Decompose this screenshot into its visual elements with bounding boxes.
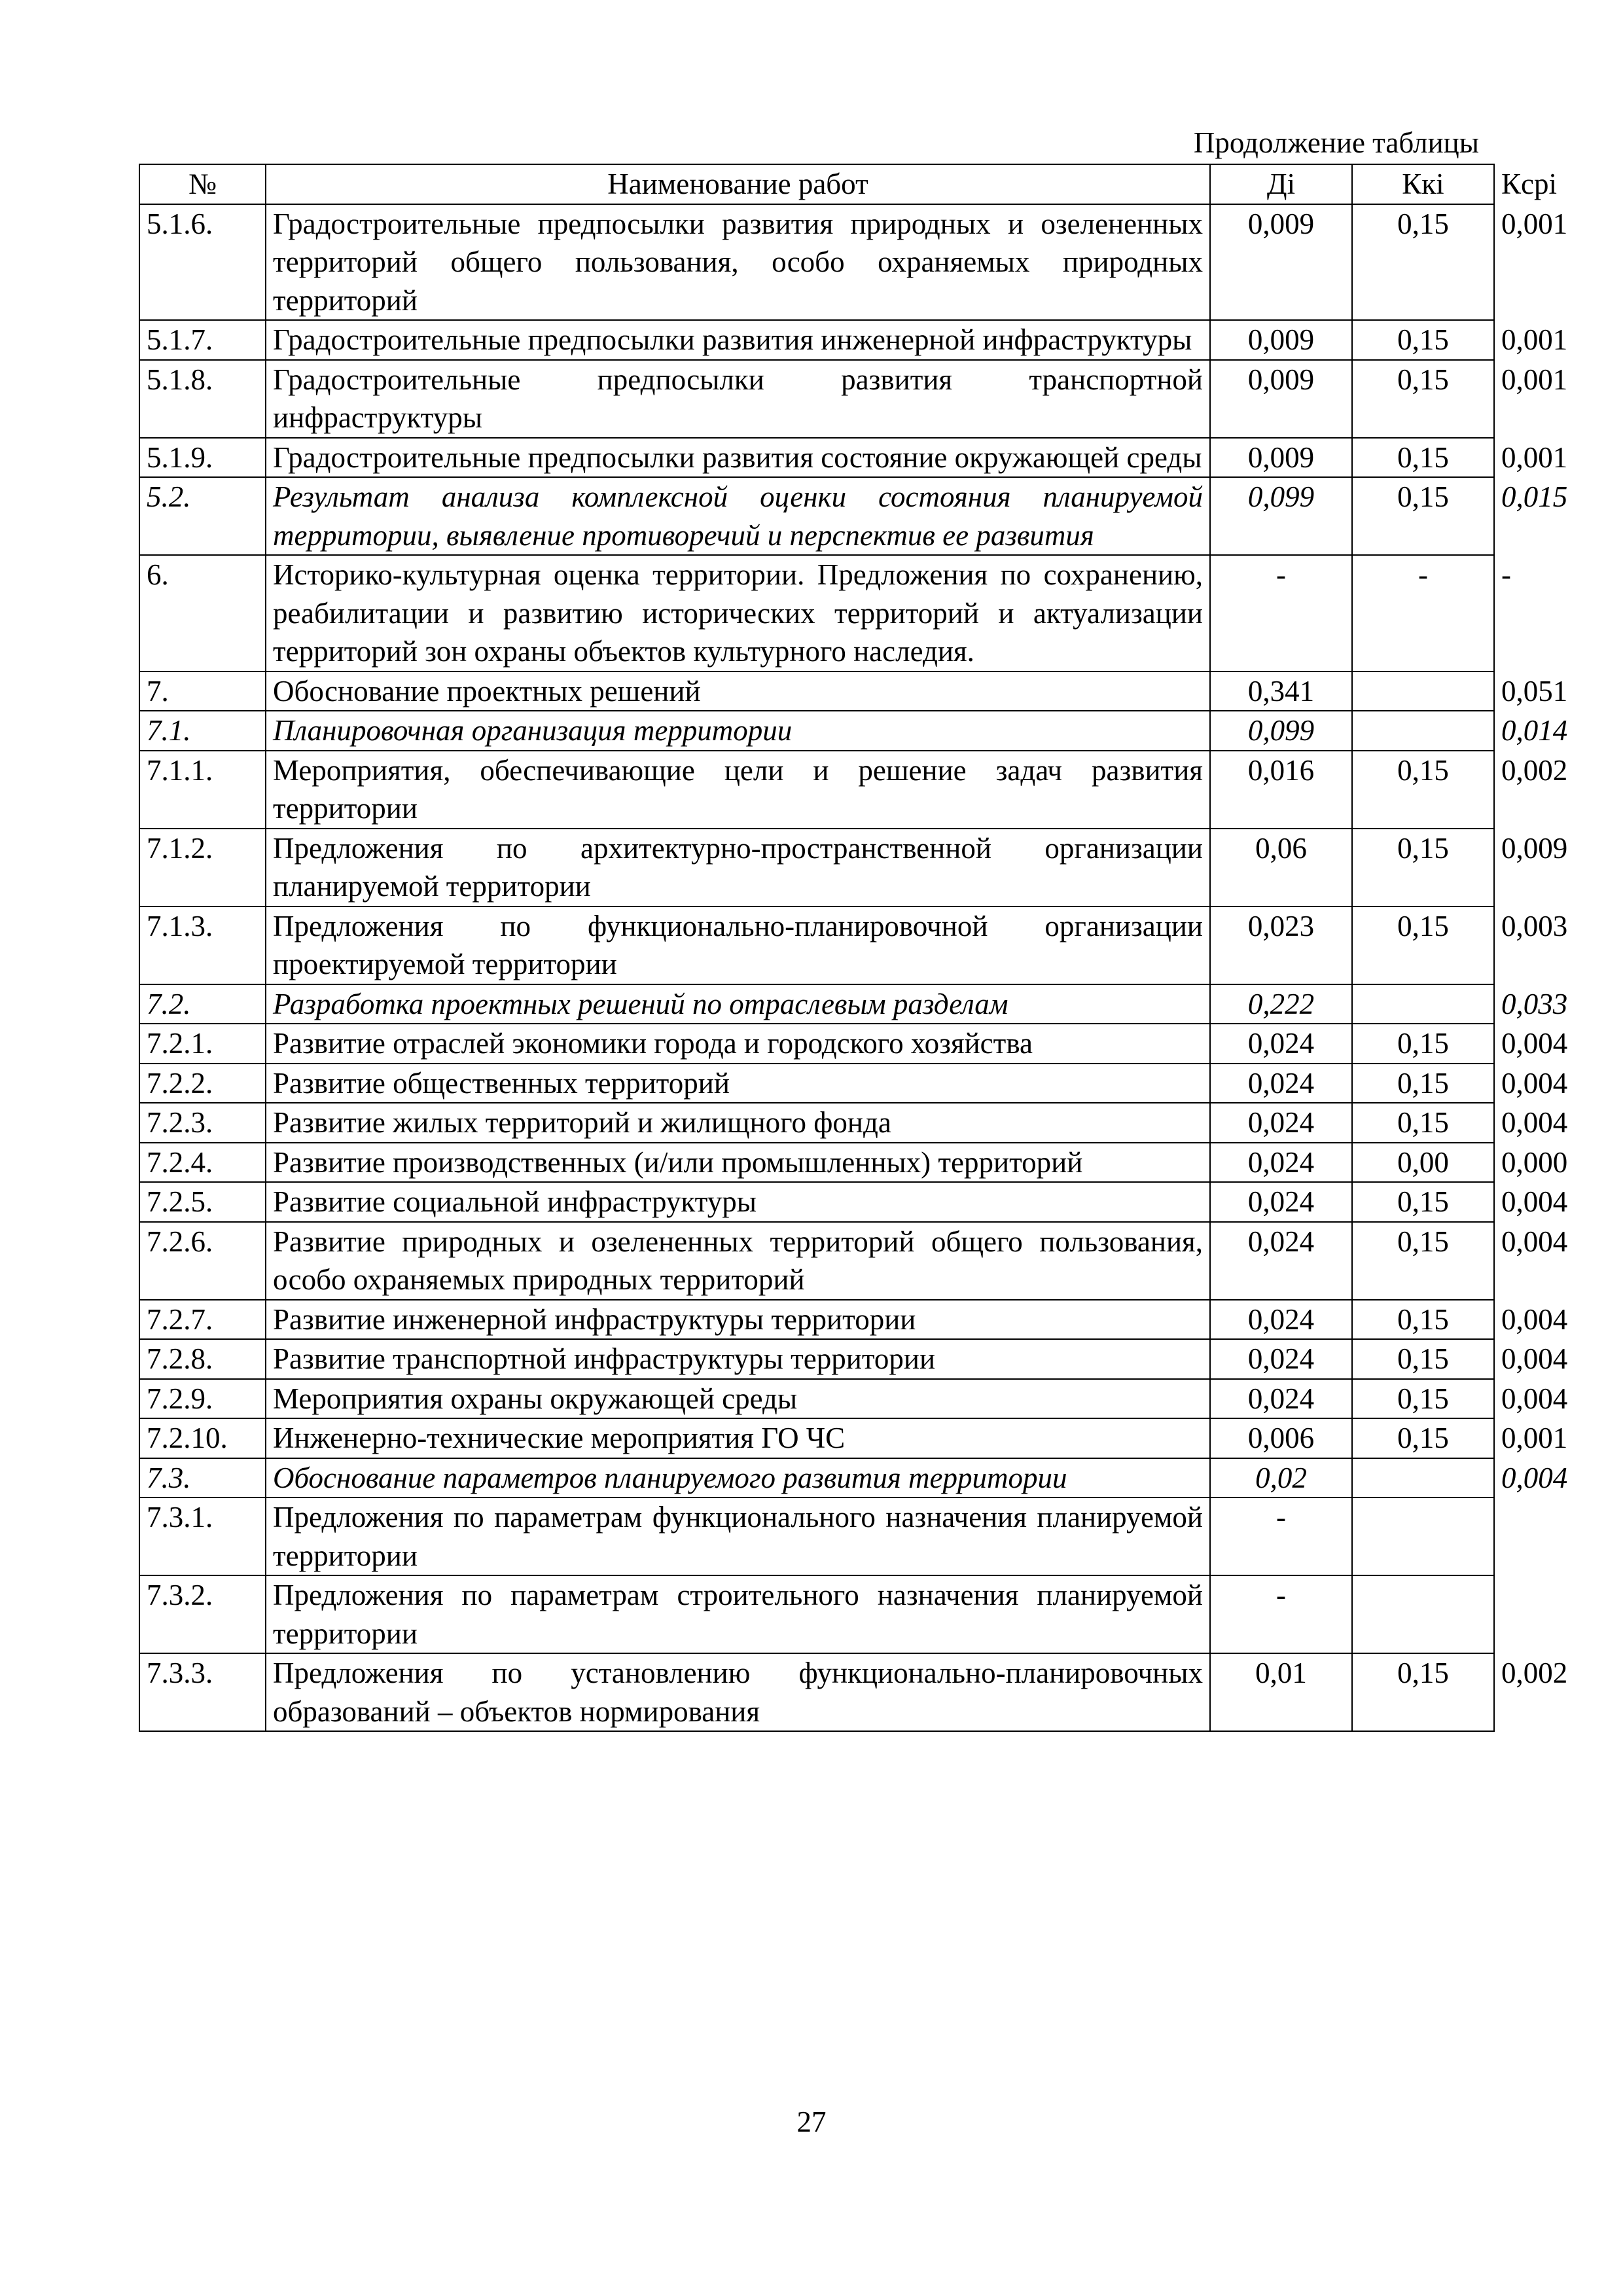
row-kk-value	[1352, 1498, 1494, 1575]
row-kk-value: 0,15	[1352, 1222, 1494, 1300]
row-kk-value	[1352, 984, 1494, 1024]
row-d-value: 0,024	[1210, 1182, 1352, 1222]
row-kk-value: 0,15	[1352, 751, 1494, 829]
row-name: Разработка проектных решений по отраслевым разделам	[266, 984, 1210, 1024]
table-row: 7.2.5. Развитие социальной инфраструктуры 0,024 0,15 0,004	[139, 1182, 1494, 1222]
table-row: 7.2. Разработка проектных решений по отраслевым разделам 0,222 0,033	[139, 984, 1494, 1024]
row-kk-value: 0,15	[1352, 1182, 1494, 1222]
row-kk-value: 0,00	[1352, 1143, 1494, 1183]
row-d-value: 0,023	[1210, 906, 1352, 984]
row-d-value: 0,01	[1210, 1653, 1352, 1731]
row-number: 7.2.5.	[139, 1182, 266, 1222]
row-d-value: 0,02	[1210, 1458, 1352, 1498]
table-row: 7.1.1. Мероприятия, обеспечивающие цели и решение задач развития территории 0,016 0,15 0,002	[139, 751, 1494, 829]
table-row: 7.2.9. Мероприятия охраны окружающей среды 0,024 0,15 0,004	[139, 1379, 1494, 1419]
row-number: 7.1.	[139, 711, 266, 751]
table-row: 7.1. Планировочная организация территории 0,099 0,014	[139, 711, 1494, 751]
row-kk-value	[1352, 1575, 1494, 1653]
row-d-value: -	[1210, 1575, 1352, 1653]
table-row: 7.1.2. Предложения по архитектурно-пространственной организации планируемой территории 0,06 0,15 0,009	[139, 829, 1494, 906]
row-kk-value: 0,15	[1352, 360, 1494, 438]
row-number: 7.2.3.	[139, 1103, 266, 1143]
row-kk-value: 0,15	[1352, 1379, 1494, 1419]
row-number: 7.3.	[139, 1458, 266, 1498]
row-d-value: -	[1210, 1498, 1352, 1575]
table-row: 7.2.8. Развитие транспортной инфраструктуры территории 0,024 0,15 0,004	[139, 1339, 1494, 1379]
row-kk-value: 0,15	[1352, 1339, 1494, 1379]
row-name: Развитие отраслей экономики города и городского хозяйства	[266, 1024, 1210, 1064]
row-kk-value: 0,15	[1352, 906, 1494, 984]
row-number: 5.1.9.	[139, 438, 266, 478]
row-number: 6.	[139, 555, 266, 672]
row-name: Обоснование параметров планируемого развития территории	[266, 1458, 1210, 1498]
table-row: 7. Обоснование проектных решений 0,341 0,051	[139, 672, 1494, 711]
table-row: 7.2.7. Развитие инженерной инфраструктуры территории 0,024 0,15 0,004	[139, 1300, 1494, 1340]
column-header-d: Дi	[1210, 164, 1352, 204]
row-number: 7.3.2.	[139, 1575, 266, 1653]
row-kk-value: 0,15	[1352, 1103, 1494, 1143]
row-kk-value: 0,15	[1352, 1064, 1494, 1103]
table-row: 5.2. Результат анализа комплексной оценки состояния планируемой территории, выявление противоречий и перспектив ее развития 0,099 0,15 0,015	[139, 477, 1494, 555]
row-number: 7.3.3.	[139, 1653, 266, 1731]
table-row: 7.2.6. Развитие природных и озелененных территорий общего пользования, особо охраняемых природных территорий 0,024 0,15 0,004	[139, 1222, 1494, 1300]
row-number: 7.2.10.	[139, 1418, 266, 1458]
row-name: Развитие производственных (и/или промышленных) территорий	[266, 1143, 1210, 1183]
row-kk-value: 0,15	[1352, 1024, 1494, 1064]
row-name: Градостроительные предпосылки развития инженерной инфраструктуры	[266, 320, 1210, 360]
row-number: 7.1.3.	[139, 906, 266, 984]
table-row: 7.1.3. Предложения по функционально-планировочной организации проектируемой территории 0,023 0,15 0,003	[139, 906, 1494, 984]
row-kk-value	[1352, 1458, 1494, 1498]
row-name: Инженерно-технические мероприятия ГО ЧС	[266, 1418, 1210, 1458]
row-number: 7.2.6.	[139, 1222, 266, 1300]
row-kk-value: 0,15	[1352, 1418, 1494, 1458]
table-row: 5.1.8. Градостроительные предпосылки развития транспортной инфраструктуры 0,009 0,15 0,001	[139, 360, 1494, 438]
row-kk-value: 0,15	[1352, 1653, 1494, 1731]
row-number: 5.1.8.	[139, 360, 266, 438]
row-name: Предложения по параметрам функционального назначения планируемой территории	[266, 1498, 1210, 1575]
row-name: Развитие социальной инфраструктуры	[266, 1182, 1210, 1222]
table-row: 7.2.10. Инженерно-технические мероприятия ГО ЧС 0,006 0,15 0,001	[139, 1418, 1494, 1458]
table-row: 5.1.6. Градостроительные предпосылки развития природных и озелененных территорий общего пользования, особо охраняемых природных территорий 0,009 0,15 0,001	[139, 204, 1494, 321]
row-name: Обоснование проектных решений	[266, 672, 1210, 711]
table-row: 7.3.3. Предложения по установлению функционально-планировочных образований – объектов нормирования 0,01 0,15 0,002	[139, 1653, 1494, 1731]
row-d-value: -	[1210, 555, 1352, 672]
row-name: Историко-культурная оценка территории. Предложения по сохранению, реабилитации и развитию исторических территорий и актуализации территорий зон охраны объектов культурного наследия.	[266, 555, 1210, 672]
row-name: Развитие природных и озелененных территорий общего пользования, особо охраняемых природных территорий	[266, 1222, 1210, 1300]
row-name: Градостроительные предпосылки развития природных и озелененных территорий общего пользования, особо охраняемых природных территорий	[266, 204, 1210, 321]
row-kk-value: 0,15	[1352, 1300, 1494, 1340]
row-d-value: 0,024	[1210, 1222, 1352, 1300]
table-row: 6. Историко-культурная оценка территории. Предложения по сохранению, реабилитации и развитию исторических территорий и актуализации территорий зон охраны объектов культурного наследия. - - -	[139, 555, 1494, 672]
row-d-value: 0,341	[1210, 672, 1352, 711]
table-header-row: № Наименование работ Дi Ккi Кcрi	[139, 164, 1494, 204]
row-kk-value: 0,15	[1352, 477, 1494, 555]
column-header-kk: Ккi	[1352, 164, 1494, 204]
row-name: Предложения по архитектурно-пространственной организации планируемой территории	[266, 829, 1210, 906]
row-d-value: 0,024	[1210, 1143, 1352, 1183]
row-kk-value: 0,15	[1352, 204, 1494, 321]
row-kk-value	[1352, 711, 1494, 751]
row-name: Предложения по функционально-планировочной организации проектируемой территории	[266, 906, 1210, 984]
row-number: 7.2.8.	[139, 1339, 266, 1379]
table-row: 7.2.4. Развитие производственных (и/или промышленных) территорий 0,024 0,00 0,000	[139, 1143, 1494, 1183]
row-name: Предложения по установлению функционально-планировочных образований – объектов нормирования	[266, 1653, 1210, 1731]
row-number: 7.	[139, 672, 266, 711]
row-d-value: 0,024	[1210, 1024, 1352, 1064]
row-kk-value: 0,15	[1352, 438, 1494, 478]
table-continuation-label: Продолжение таблицы	[1193, 126, 1479, 159]
row-d-value: 0,024	[1210, 1064, 1352, 1103]
row-name: Результат анализа комплексной оценки состояния планируемой территории, выявление противоречий и перспектив ее развития	[266, 477, 1210, 555]
row-kk-value	[1352, 672, 1494, 711]
row-number: 7.3.1.	[139, 1498, 266, 1575]
table-row: 7.2.3. Развитие жилых территорий и жилищного фонда 0,024 0,15 0,004	[139, 1103, 1494, 1143]
row-d-value: 0,024	[1210, 1300, 1352, 1340]
row-number: 7.2.1.	[139, 1024, 266, 1064]
table-row: 5.1.7. Градостроительные предпосылки развития инженерной инфраструктуры 0,009 0,15 0,001	[139, 320, 1494, 360]
row-kk-value: -	[1352, 555, 1494, 672]
row-number: 7.1.1.	[139, 751, 266, 829]
row-number: 7.2.9.	[139, 1379, 266, 1419]
row-name: Предложения по параметрам строительного назначения планируемой территории	[266, 1575, 1210, 1653]
row-name: Развитие транспортной инфраструктуры территории	[266, 1339, 1210, 1379]
row-d-value: 0,009	[1210, 438, 1352, 478]
row-d-value: 0,006	[1210, 1418, 1352, 1458]
table-row	[139, 1575, 1494, 1653]
table-body	[139, 204, 1568, 1732]
row-kk-value: 0,15	[1352, 829, 1494, 906]
row-d-value: 0,099	[1210, 711, 1352, 751]
row-name: Планировочная организация территории	[266, 711, 1210, 751]
row-d-value: 0,222	[1210, 984, 1352, 1024]
row-number: 7.2.4.	[139, 1143, 266, 1183]
row-d-value: 0,009	[1210, 360, 1352, 438]
row-d-value: 0,009	[1210, 320, 1352, 360]
row-name: Градостроительные предпосылки развития состояние окружающей среды	[266, 438, 1210, 478]
row-number: 5.2.	[139, 477, 266, 555]
column-header-name: Наименование работ	[266, 164, 1210, 204]
row-name: Мероприятия, обеспечивающие цели и решение задач развития территории	[266, 751, 1210, 829]
table-row: 7.2.1. Развитие отраслей экономики города и городского хозяйства 0,024 0,15 0,004	[139, 1024, 1494, 1064]
row-name: Развитие инженерной инфраструктуры территории	[266, 1300, 1210, 1340]
column-header-number: №	[139, 164, 266, 204]
row-name: Развитие жилых территорий и жилищного фонда	[266, 1103, 1210, 1143]
row-name: Градостроительные предпосылки развития транспортной инфраструктуры	[266, 360, 1210, 438]
table-row: 5.1.9. Градостроительные предпосылки развития состояние окружающей среды 0,009 0,15 0,001	[139, 438, 1494, 478]
row-d-value: 0,016	[1210, 751, 1352, 829]
row-d-value: 0,009	[1210, 204, 1352, 321]
row-number: 7.2.2.	[139, 1064, 266, 1103]
row-kk-value: 0,15	[1352, 320, 1494, 360]
row-number: 7.1.2.	[139, 829, 266, 906]
row-number: 5.1.7.	[139, 320, 266, 360]
row-d-value: 0,024	[1210, 1103, 1352, 1143]
row-number: 5.1.6.	[139, 204, 266, 321]
works-table	[139, 164, 1568, 1732]
row-number: 7.2.	[139, 984, 266, 1024]
row-d-value: 0,06	[1210, 829, 1352, 906]
row-d-value: 0,024	[1210, 1379, 1352, 1419]
table-row: 7.2.2. Развитие общественных территорий 0,024 0,15 0,004	[139, 1064, 1494, 1103]
row-name: Мероприятия охраны окружающей среды	[266, 1379, 1210, 1419]
table-row: 7.3. Обоснование параметров планируемого развития территории 0,02 0,004	[139, 1458, 1494, 1498]
row-name: Развитие общественных территорий	[266, 1064, 1210, 1103]
row-d-value: 0,099	[1210, 477, 1352, 555]
row-number: 7.2.7.	[139, 1300, 266, 1340]
page-number: 27	[796, 2106, 827, 2138]
row-d-value: 0,024	[1210, 1339, 1352, 1379]
table-row	[139, 1498, 1494, 1575]
